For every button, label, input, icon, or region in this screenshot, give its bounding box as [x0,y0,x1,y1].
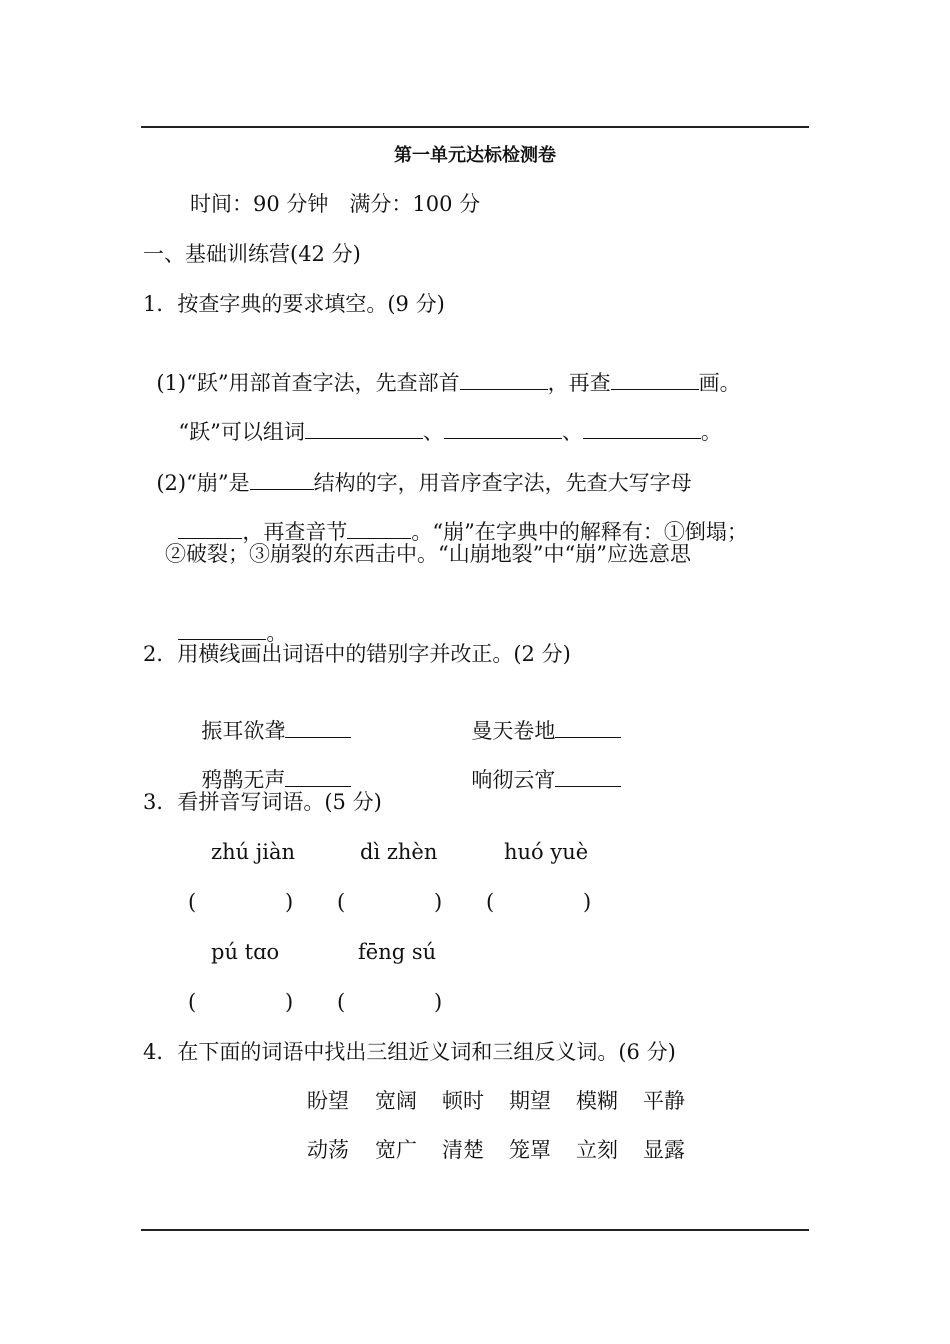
top-rule [141,126,809,128]
q2-word: 鸦鹊无声 [201,768,286,792]
q4-word: 盼望 [307,1089,349,1113]
answer-box-close[interactable]: ) [285,990,294,1014]
answer-box-open[interactable]: ( [188,890,197,914]
answer-blank[interactable] [305,418,423,439]
answer-blank[interactable] [285,766,351,787]
q2-word: 曼天卷地 [471,719,556,743]
q1-part2-line4 [165,591,287,647]
q2-item [458,738,621,794]
q1-part1-line2 [165,390,722,446]
q1-text: 。 [266,621,288,645]
answer-box-close[interactable]: ) [434,990,443,1014]
q1-text: 、 [422,420,444,444]
q3-heading: 3．看拼音写词语。(5 分) [143,790,382,814]
q1-text: ，再查音节 [242,520,348,544]
q4-word: 显露 [643,1138,685,1162]
q4-word: 宽阔 [375,1089,417,1113]
q1-text: (1)“跃”用部首查字法，先查部首 [156,371,460,395]
answer-blank[interactable] [611,369,699,390]
q4-word: 平静 [643,1089,685,1113]
pinyin: fēng sú [358,940,437,964]
q1-part2-line2 [165,490,748,546]
answer-box-open[interactable]: ( [486,890,495,914]
q1-text: 、 [561,420,583,444]
q1-text: 画。 [698,371,741,395]
answer-box-close[interactable]: ) [583,890,592,914]
q1-text: 结构的字，用音序查字法，先查大写字母 [313,471,692,495]
answer-box-open[interactable]: ( [188,990,197,1014]
q1-text: 。“崩”在字典中的解释有：①倒塌； [411,520,748,544]
answer-blank[interactable] [460,369,548,390]
section-heading: 一、基础训练营(42 分) [143,242,361,266]
pinyin: huó yuè [504,840,589,864]
pinyin: zhú jiàn [211,840,296,864]
q4-word: 期望 [509,1089,551,1113]
q4-word: 动荡 [307,1138,349,1162]
pinyin: dì zhèn [360,840,438,864]
q4-word: 立刻 [576,1138,618,1162]
page-title: 第一单元达标检测卷 [394,145,556,166]
answer-box-open[interactable]: ( [337,890,346,914]
answer-box-open[interactable]: ( [337,990,346,1014]
q4-heading: 4．在下面的词语中找出三组近义词和三组反义词。(6 分) [143,1040,676,1064]
q2-heading: 2．用横线画出词语中的错别字并改正。(2 分) [143,642,571,666]
answer-blank[interactable] [555,766,621,787]
q1-text: 。 [700,420,722,444]
q1-heading: 1．按查字典的要求填空。(9 分) [143,292,445,316]
pinyin: pú tɑo [211,940,280,964]
q2-item [188,689,351,745]
q1-text: (2)“崩”是 [156,471,250,495]
answer-box-close[interactable]: ) [285,890,294,914]
answer-blank[interactable] [285,717,351,738]
exam-meta: 时间：90 分钟 满分：100 分 [190,192,481,216]
q1-part2-line1 [143,441,692,497]
q1-text: ，再查 [547,371,611,395]
answer-blank[interactable] [555,717,621,738]
q4-word: 顿时 [442,1089,484,1113]
answer-box-close[interactable]: ) [434,890,443,914]
q2-word: 振耳欲聋 [201,719,286,743]
q1-part1-line1 [143,341,741,397]
q4-word: 笼罩 [509,1138,551,1162]
answer-blank[interactable] [347,518,411,539]
q4-word: 宽广 [375,1138,417,1162]
answer-blank[interactable] [250,469,314,490]
answer-blank[interactable] [178,518,242,539]
q1-text: “跃”可以组词 [178,420,305,444]
answer-blank[interactable] [444,418,562,439]
q4-word: 清楚 [442,1138,484,1162]
answer-blank[interactable] [178,619,266,640]
bottom-rule [141,1229,809,1231]
q2-word: 响彻云宵 [471,768,556,792]
q1-part2-line3: ②破裂；③崩裂的东西击中。“山崩地裂”中“崩”应选意思 [165,542,691,566]
answer-blank[interactable] [583,418,701,439]
q4-word: 模糊 [576,1089,618,1113]
q2-item [188,738,351,794]
q2-item [458,689,621,745]
